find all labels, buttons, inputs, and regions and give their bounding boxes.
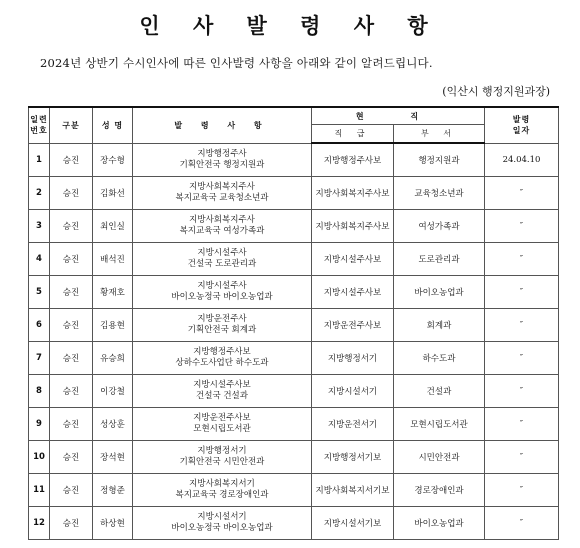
- row-detail: [133, 342, 312, 375]
- row-type: 승진: [50, 375, 93, 408]
- row-number: 7: [29, 342, 50, 375]
- row-type: 승진: [50, 342, 93, 375]
- row-type: 승진: [50, 143, 93, 177]
- row-new-rank: 지방시설주사보: [193, 380, 251, 390]
- row-new-rank: 지방행정서기: [197, 446, 247, 456]
- personnel-order-table: [28, 106, 559, 540]
- row-new-rank: 지방시설주사: [197, 248, 247, 258]
- row-name: 황재호: [93, 276, 133, 309]
- row-type: 승진: [50, 474, 93, 507]
- row-type: 승진: [50, 276, 93, 309]
- row-type: 승진: [50, 210, 93, 243]
- row-number: 4: [29, 243, 50, 276]
- row-number: 10: [29, 441, 50, 474]
- row-new-rank: 지방운전주사: [197, 314, 247, 324]
- row-detail: [133, 507, 312, 540]
- row-current-rank: 지방사회복지주사보: [312, 177, 394, 210]
- row-name: 장수형: [93, 143, 133, 177]
- row-new-dept: 복지교육국 여성가족과: [179, 226, 265, 236]
- row-name: 장석현: [93, 441, 133, 474]
- row-number: 9: [29, 408, 50, 441]
- row-detail: [133, 441, 312, 474]
- row-type: 승진: [50, 243, 93, 276]
- table-row: [29, 309, 559, 342]
- row-current-rank: 지방시설서기보: [312, 507, 394, 540]
- row-detail: [133, 309, 312, 342]
- header-date: 발령 일자: [485, 107, 559, 143]
- row-date: ″: [485, 309, 559, 342]
- row-current-rank: 지방사회복지서기보: [312, 474, 394, 507]
- row-date: ″: [485, 375, 559, 408]
- row-current-dept: 하수도과: [394, 342, 485, 375]
- row-date: ″: [485, 210, 559, 243]
- row-name: 김화선: [93, 177, 133, 210]
- table-row: [29, 408, 559, 441]
- row-current-rank: 지방사회복지주사보: [312, 210, 394, 243]
- row-type: 승진: [50, 309, 93, 342]
- row-detail: [133, 210, 312, 243]
- header-dept: 부 서: [394, 125, 485, 144]
- header-type: 구분: [50, 107, 93, 143]
- table-row: [29, 507, 559, 540]
- row-date: ″: [485, 408, 559, 441]
- row-detail: [133, 177, 312, 210]
- row-new-rank: 지방행정주사: [197, 148, 247, 159]
- row-number: 2: [29, 177, 50, 210]
- row-date: ″: [485, 342, 559, 375]
- row-name: 배석진: [93, 243, 133, 276]
- row-name: 이강철: [93, 375, 133, 408]
- header-detail: 발 령 사 항: [133, 107, 312, 143]
- row-new-dept: 기획안전국 행정지원과: [179, 159, 265, 170]
- row-current-dept: 여성가족과: [394, 210, 485, 243]
- row-new-dept: 바이오농정국 바이오농업과: [171, 523, 273, 533]
- table-row: [29, 375, 559, 408]
- table-row: [29, 474, 559, 507]
- row-current-dept: 건설과: [394, 375, 485, 408]
- row-current-dept: 행정지원과: [394, 143, 485, 177]
- row-new-dept: 기획안전국 회계과: [187, 325, 257, 335]
- row-detail: [133, 276, 312, 309]
- row-current-rank: 지방행정서기보: [312, 441, 394, 474]
- header-no: 일련 번호: [29, 107, 50, 143]
- row-detail: [133, 474, 312, 507]
- row-new-rank: 지방시설서기: [197, 512, 247, 522]
- row-detail: [133, 143, 312, 177]
- row-current-dept: 바이오농업과: [394, 507, 485, 540]
- header-rank: 직 급: [312, 125, 394, 144]
- row-number: 5: [29, 276, 50, 309]
- table-row: [29, 276, 559, 309]
- table-row: [29, 210, 559, 243]
- row-date: ″: [485, 276, 559, 309]
- row-current-rank: 지방행정서기: [312, 342, 394, 375]
- row-detail: [133, 408, 312, 441]
- row-current-dept: 모현시립도서관: [394, 408, 485, 441]
- row-new-dept: 건설국 건설과: [196, 391, 248, 401]
- row-current-rank: 지방시설주사보: [312, 276, 394, 309]
- table-row: [29, 143, 559, 177]
- row-date: ″: [485, 474, 559, 507]
- row-number: 11: [29, 474, 50, 507]
- row-new-dept: 모현시립도서관: [193, 424, 251, 434]
- table-row: [29, 441, 559, 474]
- row-new-dept: 바이오농정국 바이오농업과: [171, 292, 273, 302]
- row-detail: [133, 243, 312, 276]
- row-current-rank: 지방행정주사보: [312, 143, 394, 177]
- row-current-dept: 경로장애인과: [394, 474, 485, 507]
- row-number: 3: [29, 210, 50, 243]
- row-new-rank: 지방시설주사: [197, 281, 247, 291]
- row-current-dept: 도로관리과: [394, 243, 485, 276]
- row-number: 6: [29, 309, 50, 342]
- row-date: ″: [485, 507, 559, 540]
- row-date: ″: [485, 243, 559, 276]
- row-new-dept: 건설국 도로관리과: [187, 259, 257, 269]
- row-name: 김용현: [93, 309, 133, 342]
- row-current-dept: 시민안전과: [394, 441, 485, 474]
- table-row: [29, 243, 559, 276]
- row-new-dept: 복지교육국 교육청소년과: [175, 193, 269, 203]
- row-detail: [133, 375, 312, 408]
- row-type: 승진: [50, 408, 93, 441]
- page-title: 인 사 발 령 사 항: [139, 14, 441, 38]
- row-type: 승진: [50, 507, 93, 540]
- row-number: 8: [29, 375, 50, 408]
- row-name: 하상현: [93, 507, 133, 540]
- row-new-rank: 지방사회복지주사: [189, 215, 255, 225]
- row-new-dept: 상하수도사업단 하수도과: [175, 358, 269, 368]
- issuer-text: (익산시 행정지원과장): [442, 85, 550, 98]
- row-type: 승진: [50, 441, 93, 474]
- row-number: 1: [29, 143, 50, 177]
- row-new-dept: 복지교육국 경로장애인과: [175, 490, 269, 500]
- row-current-dept: 회계과: [394, 309, 485, 342]
- row-number: 12: [29, 507, 50, 540]
- table-row: [29, 342, 559, 375]
- table-row: [29, 177, 559, 210]
- header-current: 현 직: [312, 107, 485, 125]
- row-new-rank: 지방사회복지주사: [189, 182, 255, 192]
- row-current-dept: 교육청소년과: [394, 177, 485, 210]
- row-new-rank: 지방운전주사보: [193, 413, 251, 423]
- row-name: 정형준: [93, 474, 133, 507]
- row-type: 승진: [50, 177, 93, 210]
- row-name: 최인실: [93, 210, 133, 243]
- intro-text: 2024년 상반기 수시인사에 따른 인사발령 사항을 아래와 같이 알려드립니다.: [40, 56, 433, 70]
- row-current-dept: 바이오농업과: [394, 276, 485, 309]
- row-date: ″: [485, 177, 559, 210]
- row-date: ″: [485, 441, 559, 474]
- row-new-rank: 지방사회복지서기: [189, 479, 255, 489]
- row-new-rank: 지방행정주사보: [193, 347, 251, 357]
- row-name: 성상훈: [93, 408, 133, 441]
- row-current-rank: 지방운전주사보: [312, 309, 394, 342]
- row-current-rank: 지방시설주사보: [312, 243, 394, 276]
- row-date: 24.04.10: [485, 143, 559, 177]
- row-current-rank: 지방시설서기: [312, 375, 394, 408]
- header-name: 성 명: [93, 107, 133, 143]
- row-current-rank: 지방운전서기: [312, 408, 394, 441]
- row-name: 유승희: [93, 342, 133, 375]
- row-new-dept: 기획안전국 시민안전과: [179, 457, 265, 467]
